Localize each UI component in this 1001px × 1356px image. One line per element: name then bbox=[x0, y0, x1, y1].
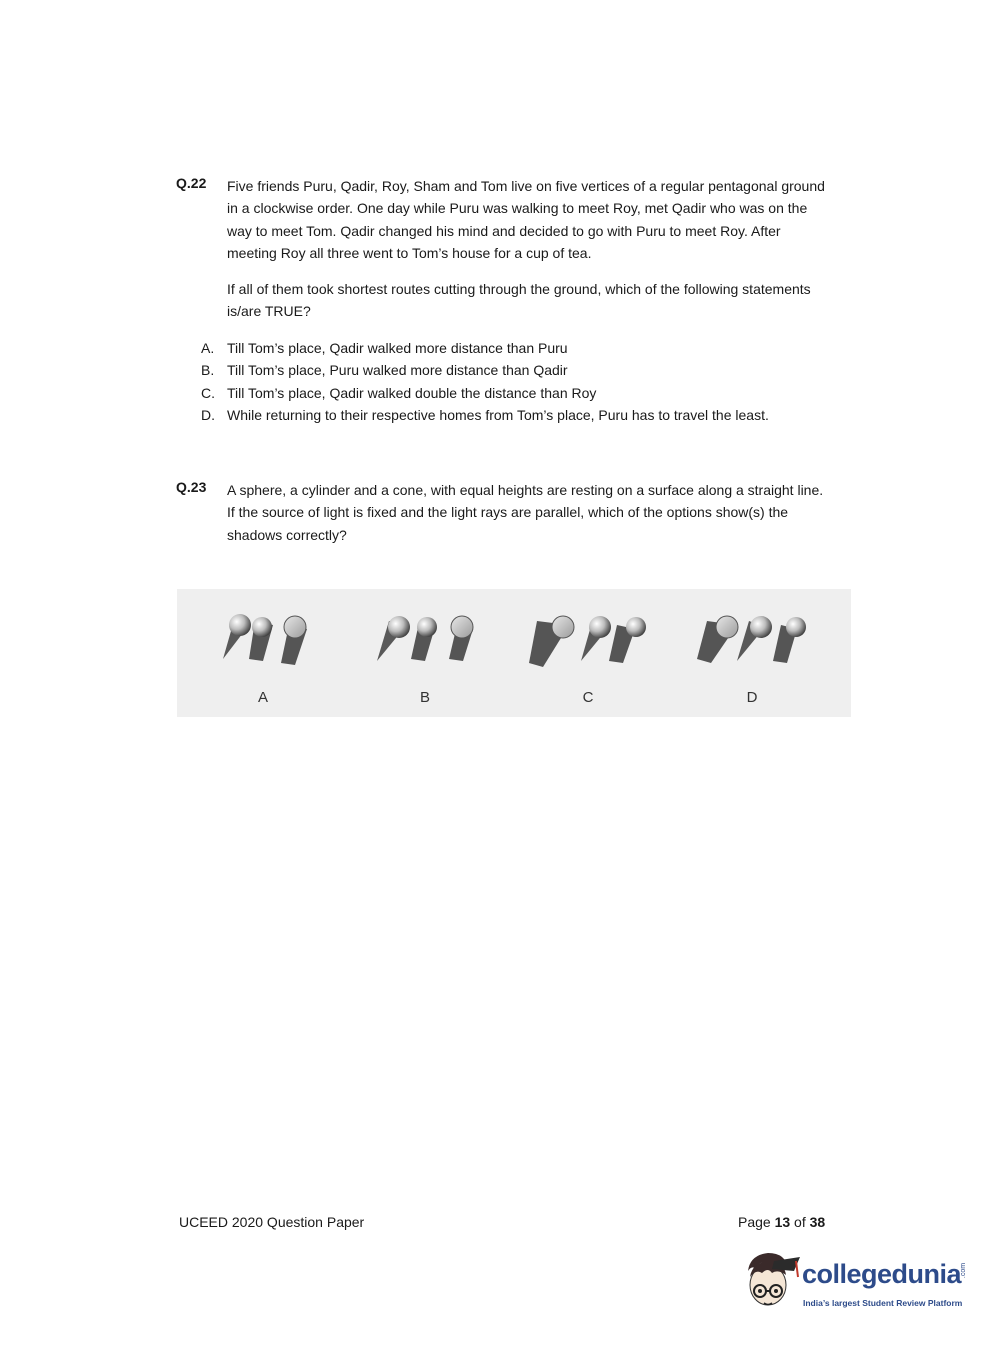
figure-label-b: B bbox=[419, 689, 430, 706]
option-b-illustration bbox=[377, 616, 473, 661]
option-a-illustration bbox=[223, 614, 307, 665]
mascot-icon bbox=[742, 1249, 802, 1317]
option-a bbox=[201, 337, 769, 359]
option-c-illustration bbox=[529, 616, 646, 667]
collegedunia-logo bbox=[742, 1249, 972, 1319]
option-text: While returning to their respective homes from Tom’s place, Puru has to travel the least. bbox=[227, 406, 769, 423]
figure-label-a: A bbox=[257, 689, 268, 706]
footer-page-number bbox=[738, 1214, 825, 1230]
question-22-paragraph: Five friends Puru, Qadir, Roy, Sham and Tom live on five vertices of a regular pentagonal ground in a clockwise order. One day while Puru was walking to meet Roy, met Qadir who was on the way to meet Tom. Qadir changed his mind and decided to go with Puru to meet Roy. After meeting Roy all three went to Tom’s house for a cup of tea. bbox=[227, 178, 825, 261]
logo-wordmark: collegedunia bbox=[802, 1259, 962, 1289]
option-text: Till Tom’s place, Puru walked more distance than Qadir bbox=[227, 362, 568, 379]
shadow-options-figure bbox=[177, 589, 851, 717]
option-b bbox=[201, 359, 769, 381]
question-22-prompt: If all of them took shortest routes cutting through the ground, which of the following statements is/are TRUE? bbox=[227, 281, 811, 320]
footer-paper-title: UCEED 2020 Question Paper bbox=[179, 1214, 365, 1230]
option-d bbox=[201, 404, 769, 426]
option-d-illustration bbox=[697, 616, 806, 663]
page-total: 38 bbox=[809, 1214, 826, 1230]
question-22-text bbox=[227, 175, 827, 323]
option-text: Till Tom’s place, Qadir walked double the distance than Roy bbox=[227, 384, 597, 401]
option-text: Till Tom’s place, Qadir walked more distance than Puru bbox=[227, 340, 568, 356]
option-letter: B. bbox=[201, 362, 215, 379]
option-letter: A. bbox=[201, 340, 215, 356]
figure-label-d: D bbox=[746, 689, 758, 706]
page-of: of bbox=[790, 1214, 810, 1230]
option-letter: D. bbox=[201, 406, 215, 423]
option-letter: C. bbox=[201, 384, 215, 401]
figure-label-c: C bbox=[582, 689, 594, 706]
logo-domain: .com bbox=[960, 1262, 968, 1279]
question-22-number: Q.22 bbox=[176, 175, 207, 191]
option-c bbox=[201, 382, 769, 404]
page-prefix: Page bbox=[738, 1214, 775, 1230]
question-22-options bbox=[201, 337, 769, 426]
question-23-number: Q.23 bbox=[176, 479, 207, 495]
logo-tagline: India’s largest Student Review Platform bbox=[803, 1298, 963, 1308]
question-23-text: A sphere, a cylinder and a cone, with equal heights are resting on a surface along a straight line. If the source of light is fixed and the light rays are parallel, which of the options show(s) the shadows correctly? bbox=[227, 482, 824, 543]
page-current: 13 bbox=[774, 1214, 791, 1230]
